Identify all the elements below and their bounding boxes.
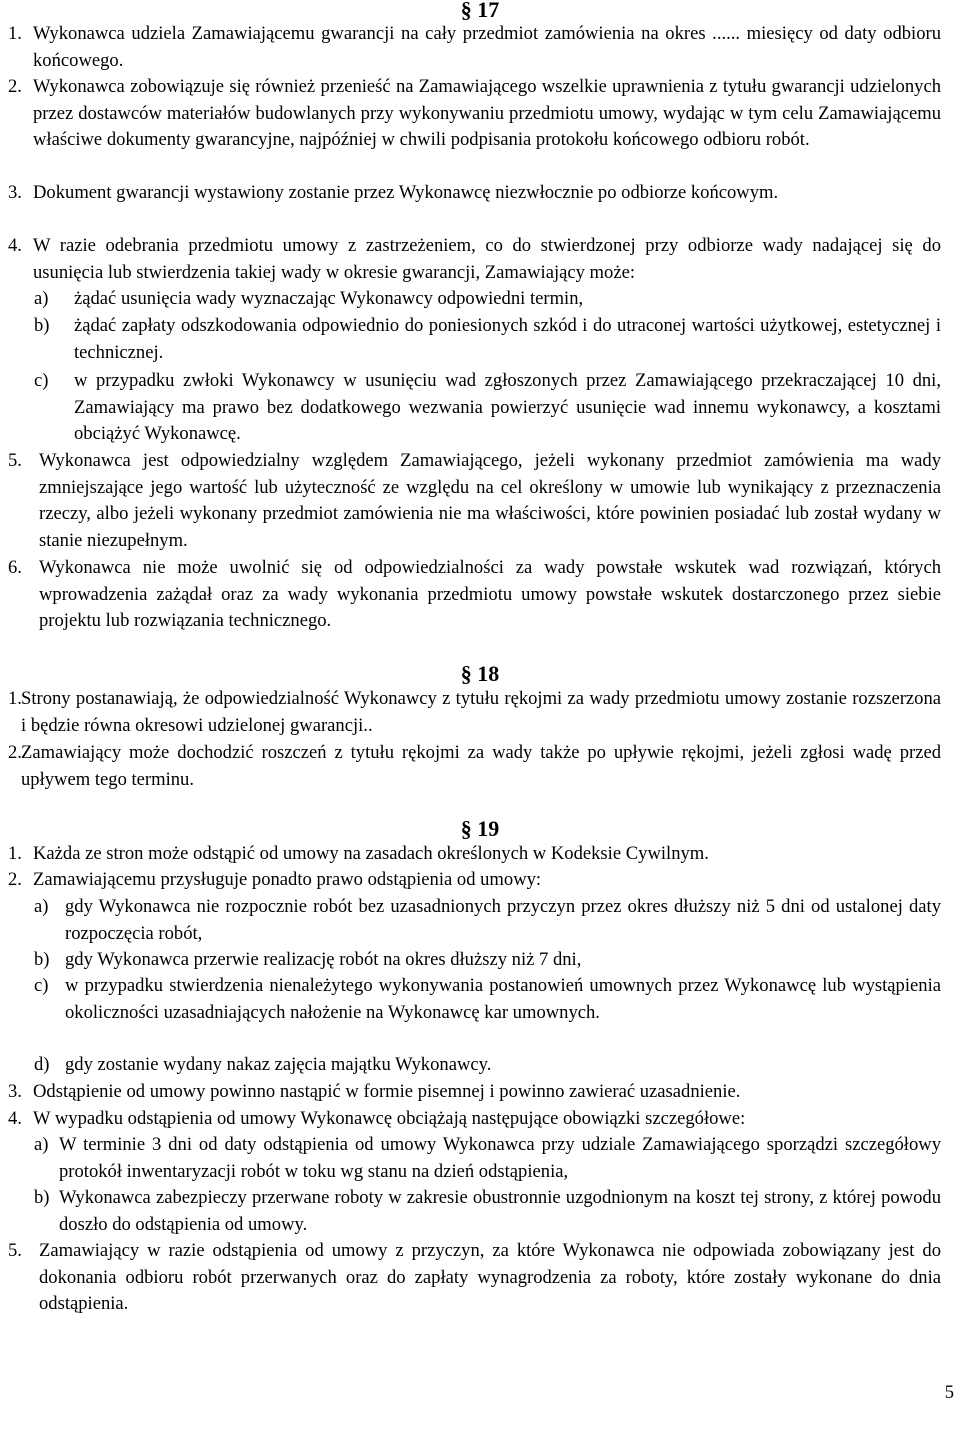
section-19-item-4-sub-b: b) Wykonawca zabezpieczy przerwane roboty w zakresie obustronnie uzgodnionym na koszt tej strony, z której powodu doszło do odstąpienia od umowy.	[34, 1187, 941, 1235]
section-19-item-2-sub-d: d) gdy zostanie wydany nakaz zajęcia majątku Wykonawcy.	[34, 1054, 492, 1075]
section-heading-17: § 17	[460, 0, 500, 22]
section-17-item-4-sub-c: c) w przypadku zwłoki Wykonawcy w usunięciu wad zgłoszonych przez Zamawiającego przekraczającej 10 dni, Zamawiający ma prawo bez dodatkowego wezwania powierzyć usunięcie wad innemu wykonawcy, a kosztami obciążyć Wykonawcę.	[34, 370, 941, 444]
page-number: 5	[944, 1382, 954, 1403]
section-17-item-4-sub-b: b) żądać zapłaty odszkodowania odpowiednio do poniesionych szkód i do utraconej wartości użytkowej, estetycznej i technicznej.	[34, 315, 941, 363]
section-19-item-3: 3. Odstąpienie od umowy powinno nastąpić w formie pisemnej i powinno zawierać uzasadnienie.	[8, 1081, 741, 1102]
section-17-item-6: 6. Wykonawca nie może uwolnić się od odpowiedzialności za wady powstałe wskutek wad rozwiązań, których wprowadzenia zażądał oraz za wady wykonania przedmiotu umowy powstałe wskutek dostarczonego przez siebie projektu lub rozwiązania technicznego.	[8, 557, 941, 631]
section-17-item-3: 3. Dokument gwarancji wystawiony zostanie przez Wykonawcę niezwłocznie po odbiorze końcowym.	[8, 182, 779, 203]
section-19-item-2-sub-b: b) gdy Wykonawca przerwie realizację robót na okres dłuższy niż 7 dni,	[34, 949, 582, 970]
section-19-item-2: 2. Zamawiającemu przysługuje ponadto prawo odstąpienia od umowy:	[8, 869, 542, 890]
section-19-item-2-sub-c: c) w przypadku stwierdzenia nienależytego wykonywania postanowień umownych przez Wykonawcę lub wystąpienia okoliczności uzasadniających nałożenie na Wykonawcę kar umownych.	[34, 975, 941, 1023]
section-heading-19: § 19	[460, 816, 500, 841]
section-19-item-4: 4. W wypadku odstąpienia od umowy Wykonawcę obciążają następujące obowiązki szczegółowe:	[8, 1108, 746, 1129]
section-17-item-1: 1. Wykonawca udziela Zamawiającemu gwarancji na cały przedmiot zamówienia na okres ...... miesięcy od daty odbioru końcowego.	[8, 23, 941, 71]
section-17-item-4: 4. W razie odebrania przedmiotu umowy z zastrzeżeniem, co do stwierdzonej przy odbiorze wady nadającej się do usunięcia lub stwierdzenia takiej wady w okresie gwarancji, Zamawiający może:	[8, 235, 941, 283]
section-17-item-4-sub-a: a) żądać usunięcia wady wyznaczając Wykonawcy odpowiedni termin,	[34, 288, 584, 309]
section-18-item-2: 2. Zamawiający może dochodzić roszczeń z tytułu rękojmi za wady także po upływie rękojmi, jeżeli zgłosi wadę przed upływem tego terminu.	[8, 742, 941, 790]
section-18-item-1: 1. Strony postanawiają, że odpowiedzialność Wykonawcy z tytułu rękojmi za wady przedmiotu umowy zostanie rozszerzona i będzie równa okresowi udzielonej gwarancji..	[8, 688, 941, 736]
section-17-item-5: 5. Wykonawca jest odpowiedzialny względem Zamawiającego, jeżeli wykonany przedmiot zamówienia ma wady zmniejszające jego wartość lub użyteczność ze względu na cel określony w umowie lub wynikający z przeznaczenia rzeczy, albo jeżeli wykonany przedmiot zamówienia nie ma właściwości, które powinien posiadać lub został wydany w stanie niezupełnym.	[8, 450, 941, 551]
section-19-item-1: 1. Każda ze stron może odstąpić od umowy na zasadach określonych w Kodeksie Cywilnym.	[8, 843, 709, 864]
section-19-item-4-sub-a: a) W terminie 3 dni od daty odstąpienia od umowy Wykonawca przy udziale Zamawiającego sporządzi szczegółowy protokół inwentaryzacji robót w toku wg stanu na dzień odstąpienia,	[34, 1134, 941, 1182]
section-17-item-2: 2. Wykonawca zobowiązuje się również przenieść na Zamawiającego wszelkie uprawnienia z tytułu gwarancji udzielonych przez dostawców materiałów budowlanych przy wykonywaniu przedmiotu umowy, wydając w tym celu Zamawiającemu właściwe dokumenty gwarancyjne, najpóźniej w chwili podpisania protokołu końcowego odbioru robót.	[8, 76, 941, 150]
section-heading-18: § 18	[460, 661, 500, 686]
section-19-item-5: 5. Zamawiający w razie odstąpienia od umowy z przyczyn, za które Wykonawca nie odpowiada zobowiązany jest do dokonania odbioru robót przerwanych oraz do zapłaty wynagrodzenia za roboty, które zostały wykonane do dnia odstąpienia.	[8, 1240, 941, 1314]
section-19-item-2-sub-a: a) gdy Wykonawca nie rozpocznie robót bez uzasadnionych przyczyn przez okres dłuższy niż 5 dni od ustalonej daty rozpoczęcia robót,	[34, 896, 941, 944]
